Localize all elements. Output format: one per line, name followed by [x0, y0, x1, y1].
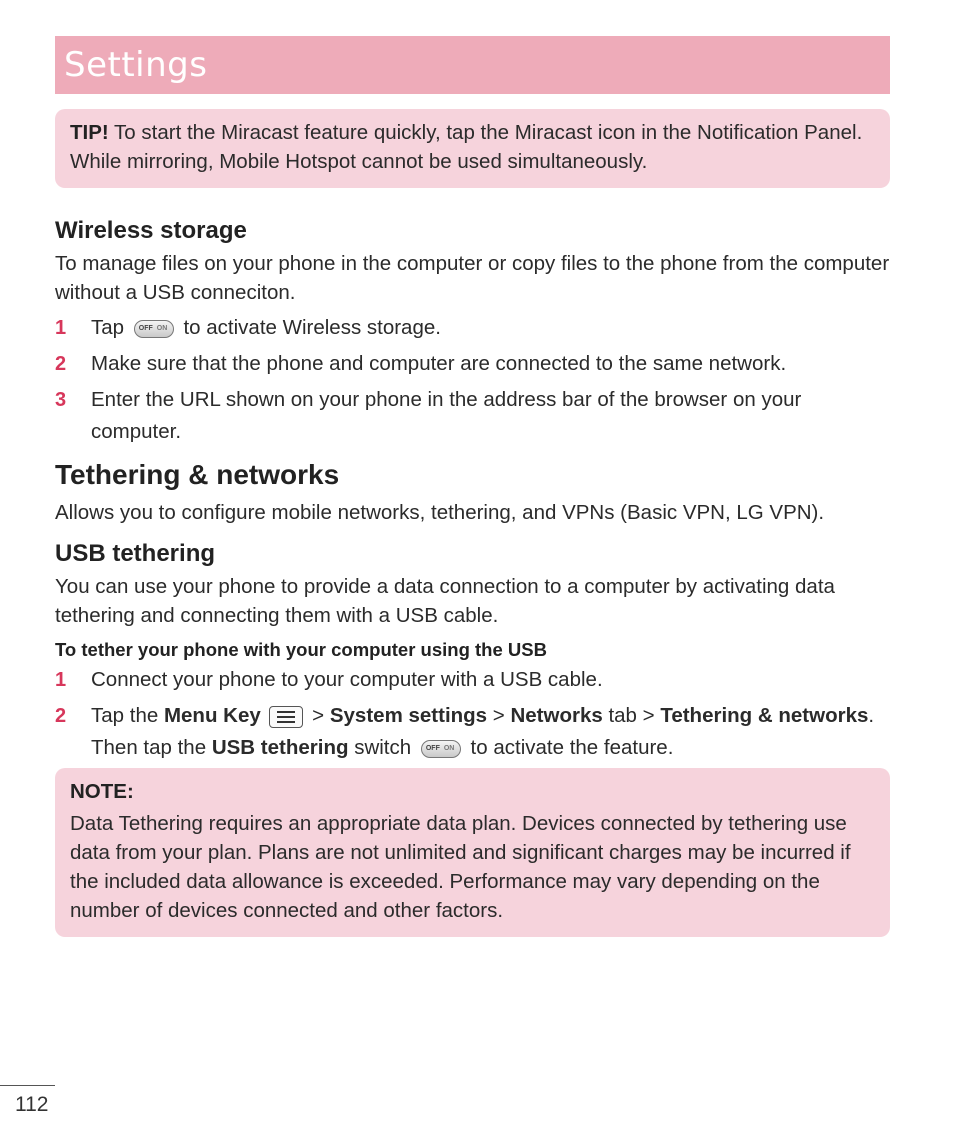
- wireless-storage-intro: To manage files on your phone in the computer or copy files to the phone from the computer without a USB conneciton.: [55, 252, 890, 304]
- tethering-networks-intro: Allows you to configure mobile networks, tethering, and VPNs (Basic VPN, LG VPN).: [55, 501, 825, 524]
- footer-divider: [0, 1085, 55, 1086]
- step-text-pre: Tap: [91, 316, 125, 339]
- note-label: NOTE:: [70, 780, 134, 803]
- step-text: Make sure that the phone and computer are connected to the same network.: [91, 352, 787, 375]
- tip-text: To start the Miracast feature quickly, tap the Miracast icon in the Notification Panel. While mirroring, Mobile Hotspot cannot be used simultaneously.: [70, 121, 863, 173]
- toggle-switch-icon: OFF ON: [421, 740, 461, 758]
- usb-subheading: To tether your phone with your computer using the USB: [55, 639, 547, 660]
- manual-page: [55, 36, 890, 937]
- page-number: 112: [15, 1093, 49, 1116]
- step-text: to activate the feature.: [464, 736, 674, 759]
- system-settings-label: System settings: [329, 704, 488, 727]
- list-item: [55, 312, 890, 344]
- usb-steps: [55, 664, 890, 764]
- tip-box: [55, 109, 890, 188]
- step-number: 3: [55, 389, 67, 411]
- note-text: Data Tethering requires an appropriate data plan. Devices connected by tethering use data from your plan. Plans are not unlimited and significant charges may be incurred if the included data allowance is exceeded. Performance may vary depending on the number of devices connected and other factors.: [70, 812, 851, 922]
- step-text: tab >: [602, 704, 661, 727]
- menu-key-label: Menu Key: [163, 704, 261, 727]
- toggle-switch-icon: OFF ON: [134, 320, 174, 338]
- step-number: 2: [55, 353, 67, 375]
- tethering-networks-heading: Tethering & networks: [55, 459, 340, 490]
- tethering-networks-label: Tethering & networks: [660, 704, 869, 727]
- note-box: [55, 768, 890, 937]
- step-number: 1: [55, 669, 67, 691]
- step-text: Connect your phone to your computer with a USB cable.: [91, 668, 603, 691]
- wireless-storage-heading: Wireless storage: [55, 217, 247, 244]
- tip-label: TIP!: [70, 121, 109, 144]
- step-text: . Then tap the: [91, 704, 875, 759]
- list-item: [55, 348, 890, 380]
- step-text: >: [306, 704, 330, 727]
- menu-key-icon: [269, 706, 303, 728]
- step-text: >: [487, 704, 511, 727]
- page-title: Settings: [64, 45, 208, 85]
- wireless-steps: [55, 312, 890, 448]
- usb-tethering-heading: USB tethering: [55, 540, 216, 567]
- step-number: 2: [55, 705, 67, 727]
- list-item: [55, 384, 890, 448]
- list-item: [55, 700, 890, 764]
- step-text: Enter the URL shown on your phone in the address bar of the browser on your computer.: [91, 388, 802, 443]
- step-text: Tap the: [91, 704, 164, 727]
- step-number: 1: [55, 317, 67, 339]
- usb-tethering-label: USB tethering: [211, 736, 349, 759]
- usb-tethering-intro: You can use your phone to provide a data connection to a computer by activating data tethering and connecting them with a USB cable.: [55, 575, 835, 627]
- networks-label: Networks: [510, 704, 603, 727]
- section-banner: [55, 36, 890, 94]
- step-text: switch: [348, 736, 417, 759]
- list-item: [55, 664, 890, 696]
- step-text-post: to activate Wireless storage.: [183, 316, 441, 339]
